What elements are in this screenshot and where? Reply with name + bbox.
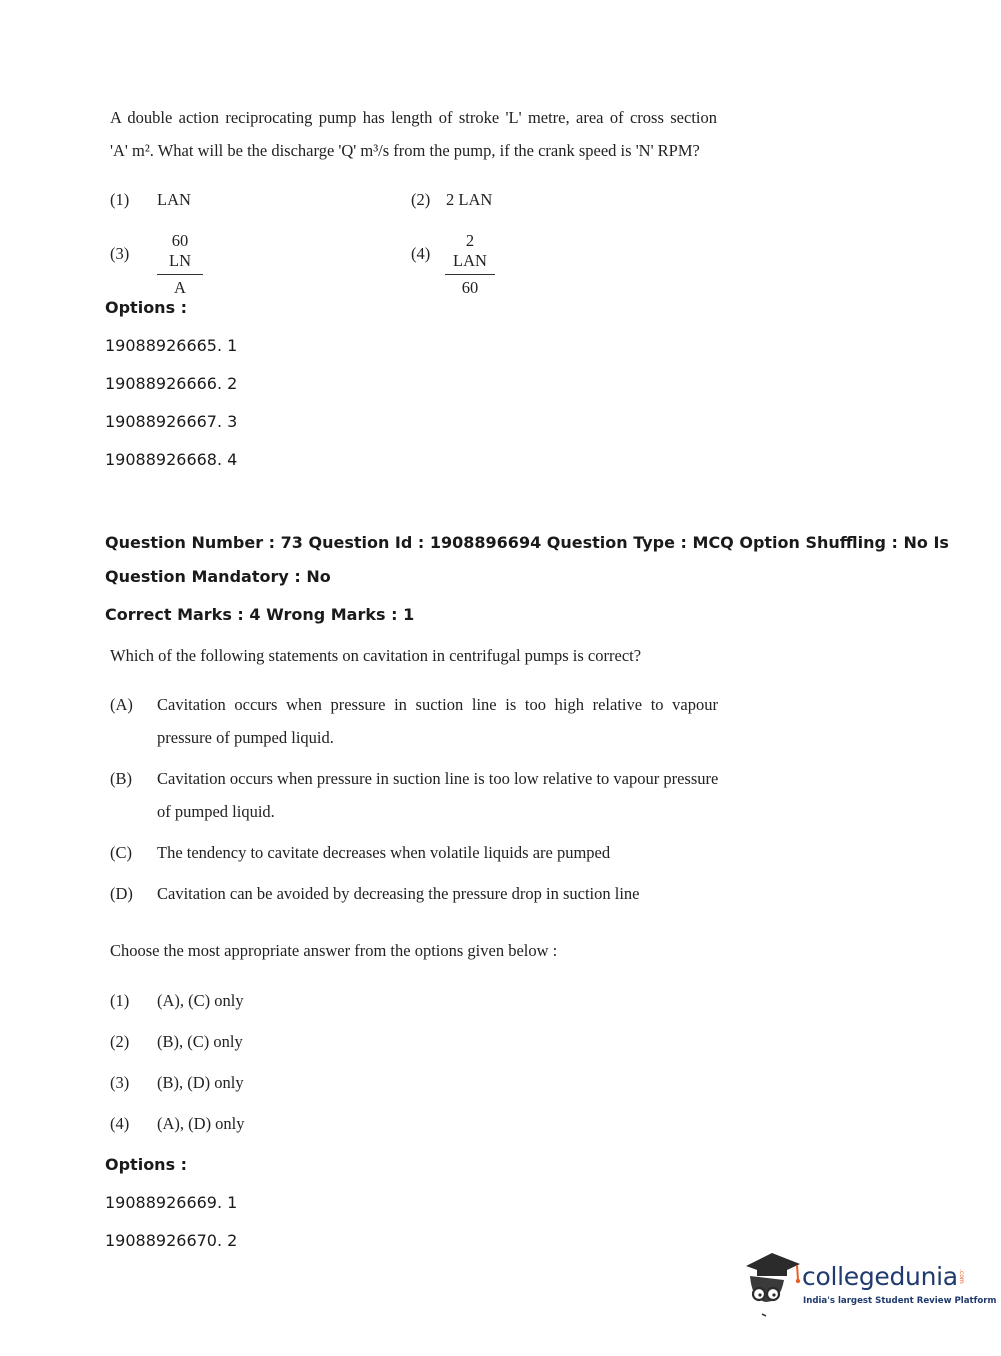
q73-choice-4-text: (A), (D) only (157, 1114, 245, 1133)
fraction-numerator: 60 LN (157, 231, 203, 275)
q73-statement-b-line2: of pumped liquid. (157, 802, 275, 821)
q72-choice-3-fraction (157, 231, 203, 298)
q73-marks: Correct Marks : 4 Wrong Marks : 1 (105, 605, 415, 624)
q73-meta-line2: Question Mandatory : No (105, 567, 331, 586)
q72-choice-2-text: 2 LAN (446, 190, 493, 209)
q72-choice-1-text: LAN (157, 190, 191, 209)
q73-statement-d-label: (D) (110, 884, 133, 903)
q73-choice-1-text: (A), (C) only (157, 991, 244, 1010)
q73-choice-4-num: (4) (110, 1114, 130, 1133)
fraction-denominator: 60 (461, 278, 479, 297)
q73-statement-b-line1: Cavitation occurs when pressure in suction line is too low relative to vapour pressure (157, 769, 719, 788)
q73-meta-line1: Question Number : 73 Question Id : 1908896694 Question Type : MCQ Option Shuffling : No Is (105, 533, 949, 552)
student-mascot-icon (742, 1250, 804, 1320)
q73-choice-3-text: (B), (D) only (157, 1073, 244, 1092)
q73-option-2: 19088926670. 2 (105, 1231, 238, 1250)
collegedunia-logo (742, 1250, 997, 1320)
q72-choice-2-num: (2) (411, 190, 431, 209)
q72-option-2: 19088926666. 2 (105, 374, 238, 393)
q72-choice-4-fraction (445, 231, 495, 298)
q73-choice-2-text: (B), (C) only (157, 1032, 243, 1051)
brand-name: collegedunia (802, 1262, 958, 1291)
q73-statement-a-line1: Cavitation occurs when pressure in suction line is too high relative to vapour (157, 695, 718, 714)
q73-option-1: 19088926669. 1 (105, 1193, 238, 1212)
q72-stem-line2: 'A' m². What will be the discharge 'Q' m³/s from the pump, if the crank speed is 'N' RPM? (110, 141, 700, 160)
brand-dotcom: .com (958, 1269, 965, 1284)
q73-choice-1-num: (1) (110, 991, 130, 1010)
fraction-denominator: A (174, 278, 186, 297)
q73-options-label: Options : (105, 1155, 188, 1174)
q73-choose-instruction: Choose the most appropriate answer from the options given below : (110, 941, 558, 960)
q73-choice-3-num: (3) (110, 1073, 130, 1092)
q73-choice-2-num: (2) (110, 1032, 130, 1051)
q73-stem: Which of the following statements on cavitation in centrifugal pumps is correct? (110, 646, 642, 665)
q72-choice-4-num: (4) (411, 244, 431, 263)
q72-option-3: 19088926667. 3 (105, 412, 238, 431)
q72-choice-1-num: (1) (110, 190, 130, 209)
q73-statement-c-label: (C) (110, 843, 132, 862)
q72-options-label: Options : (105, 298, 188, 317)
q73-statement-c-line1: The tendency to cavitate decreases when volatile liquids are pumped (157, 843, 611, 862)
q73-statement-b-label: (B) (110, 769, 132, 788)
q72-choice-3-num: (3) (110, 244, 130, 263)
q72-option-1: 19088926665. 1 (105, 336, 238, 355)
brand-tagline: India's largest Student Review Platform (803, 1296, 997, 1306)
q72-stem-line1: A double action reciprocating pump has length of stroke 'L' metre, area of cross section (110, 108, 717, 127)
q73-statement-d-line1: Cavitation can be avoided by decreasing the pressure drop in suction line (157, 884, 640, 903)
q73-statement-a-line2: pressure of pumped liquid. (157, 728, 334, 747)
q73-statement-a-label: (A) (110, 695, 133, 714)
q72-option-4: 19088926668. 4 (105, 450, 238, 469)
fraction-numerator: 2 LAN (445, 231, 495, 275)
